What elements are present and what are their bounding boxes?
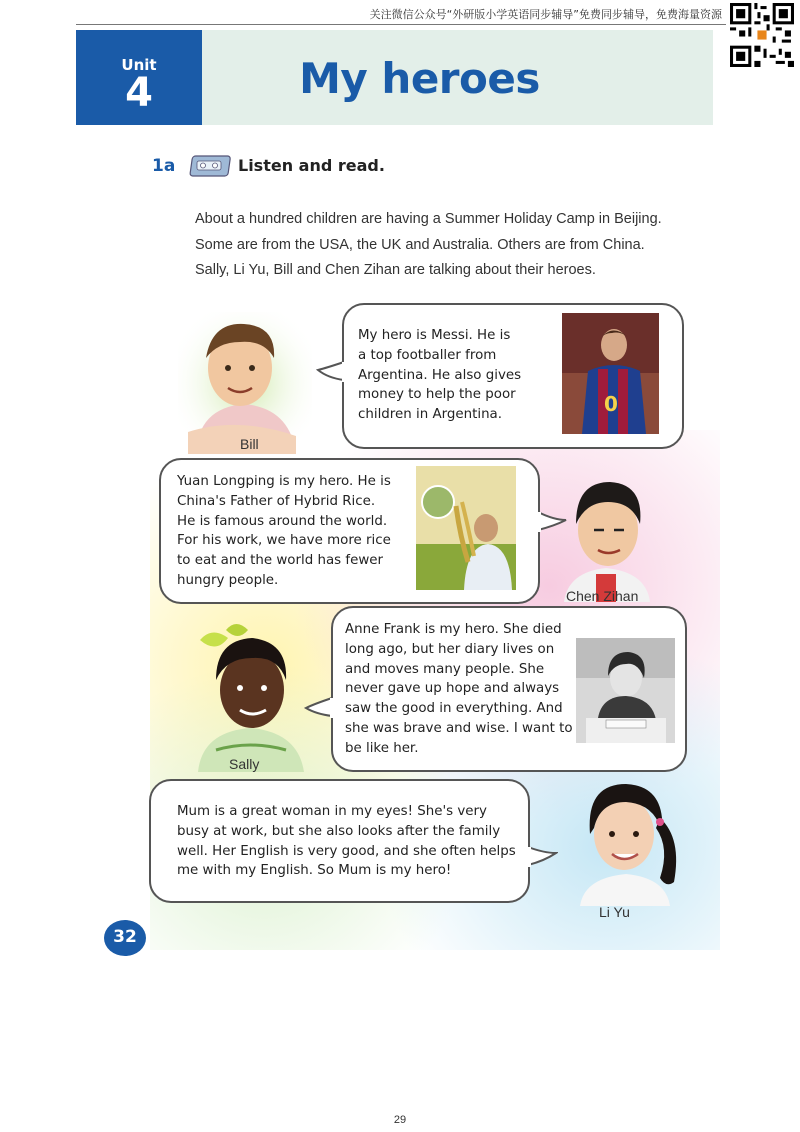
intro-line: About a hundred children are having a Summer Holiday Camp in Beijing. <box>195 211 662 227</box>
section-title: Listen and read. <box>238 156 385 175</box>
intro-paragraph <box>195 207 715 284</box>
bill-photo <box>178 312 312 454</box>
li-yu-photo <box>566 778 686 906</box>
qr-code-icon <box>730 3 794 67</box>
bubble-line: Argentina. He also gives <box>358 367 522 383</box>
yuan-longping-photo <box>416 466 516 590</box>
bubble-line: hungry people. <box>177 572 279 588</box>
bubble-line: to eat and the world has fewer <box>177 553 384 569</box>
cassette-tape-icon <box>187 153 231 179</box>
unit-number: 4 <box>125 70 153 116</box>
intro-line: Sally, Li Yu, Bill and Chen Zihan are talking about their heroes. <box>195 262 596 278</box>
bubble-line: well. Her English is very good, and she often helps <box>177 843 516 859</box>
chen-zihan-photo <box>550 478 662 602</box>
bubble-line: Anne Frank is my hero. She died <box>345 622 562 637</box>
bubble-text-sally <box>345 620 573 759</box>
bubble-text-bill <box>358 326 521 425</box>
speaker-name-chen-zihan: Chen Zihan <box>566 588 639 604</box>
unit-badge <box>76 30 202 125</box>
bubble-line: For his work, we have more rice <box>177 533 391 549</box>
anne-frank-photo <box>576 638 675 743</box>
bubble-line: she was brave and wise. I want to <box>345 720 573 736</box>
bubble-line: money to help the poor <box>358 387 516 403</box>
promo-text: 关注微信公众号“外研版小学英语同步辅导”免费同步辅导，免费海量资源 <box>369 8 722 21</box>
footer-page-number: 29 <box>393 1114 407 1126</box>
header-divider <box>76 24 726 25</box>
bubble-line: long ago, but her diary lives on <box>345 641 555 657</box>
messi-photo <box>562 313 659 434</box>
bubble-line: He is famous around the world. <box>177 513 388 529</box>
speaker-name-sally: Sally <box>229 756 260 772</box>
bubble-line: Mum is a great woman in my eyes! She's very <box>177 804 487 819</box>
page-number: 32 <box>113 927 137 947</box>
bubble-line: a top footballer from <box>358 347 497 363</box>
bubble-tail <box>526 845 558 869</box>
speaker-name-li-yu: Li Yu <box>599 904 630 920</box>
bubble-text-li-yu <box>177 802 516 881</box>
section-number: 1a <box>152 156 176 176</box>
unit-word: Unit <box>121 56 157 74</box>
svg-text:0: 0 <box>604 392 618 416</box>
bubble-line: children in Argentina. <box>358 407 503 423</box>
bubble-tail <box>304 696 334 720</box>
intro-line: Some are from the USA, the UK and Australia. Others are from China. <box>195 236 645 253</box>
bubble-line: busy at work, but she also looks after the family <box>177 823 501 839</box>
sally-photo <box>186 620 314 772</box>
bubble-line: never gave up hope and always <box>345 681 560 697</box>
bubble-line: Yuan Longping is my hero. He is <box>177 474 391 489</box>
bubble-line: My hero is Messi. He is <box>358 328 511 343</box>
speaker-name-bill: Bill <box>240 436 259 452</box>
bubble-line: saw the good in everything. And <box>345 701 563 717</box>
bubble-line: and moves many people. She <box>345 661 545 677</box>
bubble-line: be like her. <box>345 740 419 756</box>
bubble-tail <box>316 360 346 384</box>
bubble-line: me with my English. So Mum is my hero! <box>177 863 452 879</box>
bubble-line: China's Father of Hybrid Rice. <box>177 493 376 509</box>
page-title: My heroes <box>299 54 540 103</box>
bubble-text-chen-zihan <box>177 472 391 591</box>
